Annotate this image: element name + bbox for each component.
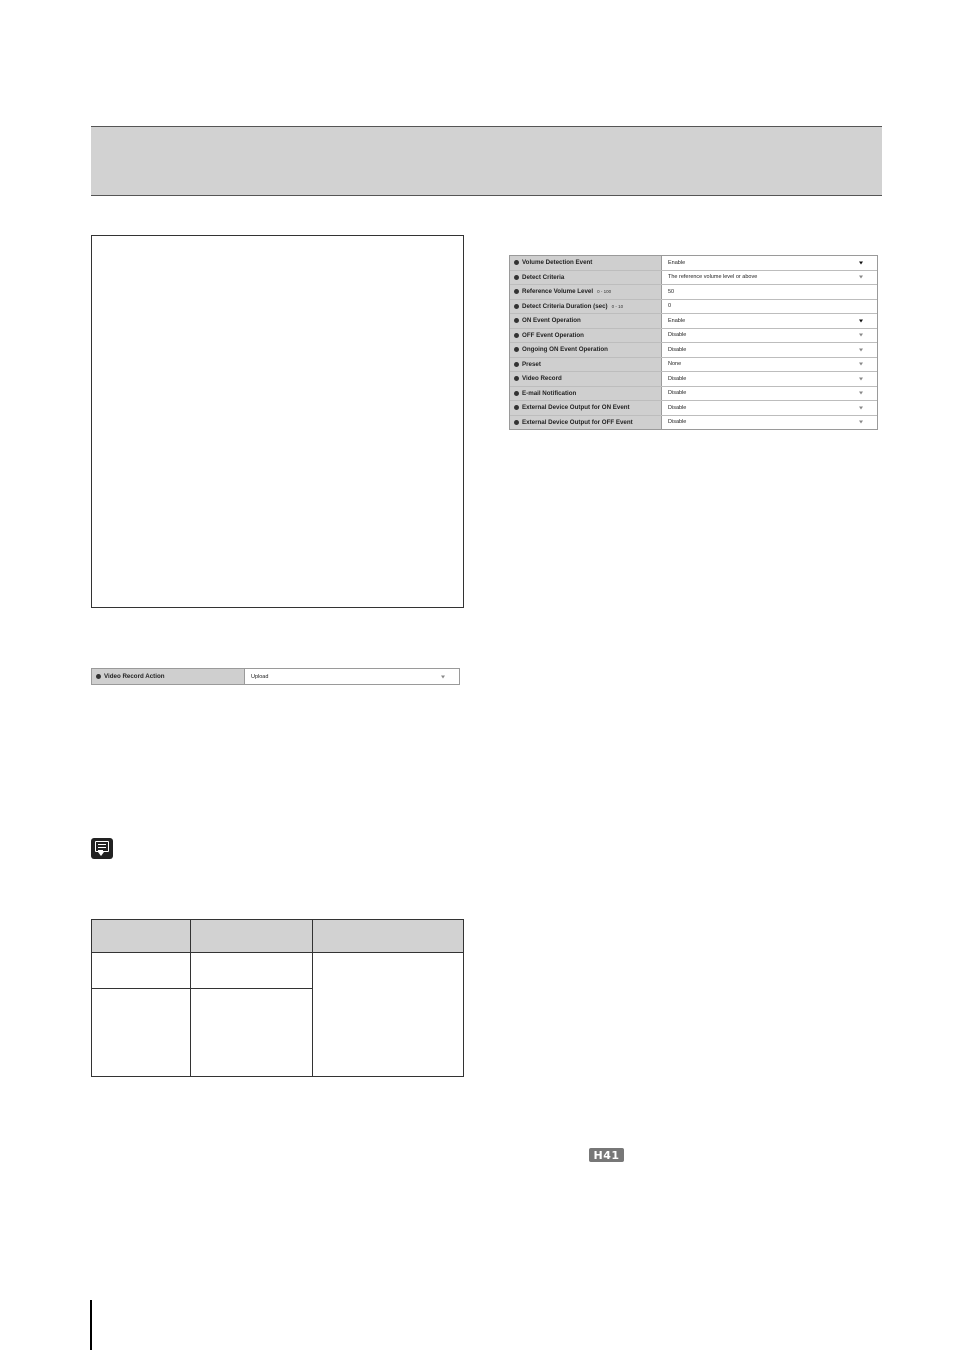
bullet-icon: [514, 405, 519, 410]
setting-label: Video Record: [510, 372, 662, 386]
chevron-down-icon: [859, 261, 863, 264]
chevron-down-icon: [859, 392, 863, 395]
setting-row: [510, 387, 877, 402]
chevron-down-icon: [441, 675, 445, 678]
setting-label: Ongoing ON Event Operation: [510, 343, 662, 357]
bullet-icon: [514, 275, 519, 280]
bullet-icon: [514, 391, 519, 396]
bullet-icon: [514, 318, 519, 323]
table-cell-merged: [313, 953, 464, 1077]
setting-label: Preset: [510, 358, 662, 372]
table-header-cell: [92, 920, 191, 953]
setting-row: [510, 300, 877, 315]
table-cell: [92, 989, 191, 1077]
setting-dropdown[interactable]: None: [662, 358, 877, 372]
chevron-down-icon: [859, 319, 863, 322]
setting-dropdown[interactable]: Disable: [662, 416, 877, 430]
setting-dropdown[interactable]: Disable: [662, 329, 877, 343]
bullet-icon: [96, 674, 101, 679]
bullet-icon: [514, 362, 519, 367]
setting-text-input[interactable]: 50: [668, 288, 675, 295]
setting-label: OFF Event Operation: [510, 329, 662, 343]
chevron-down-icon: [859, 276, 863, 279]
setting-dropdown[interactable]: Disable: [662, 372, 877, 386]
setting-row: [510, 372, 877, 387]
video-record-action-dropdown[interactable]: Upload: [245, 669, 459, 684]
setting-row: [510, 358, 877, 373]
setting-label: Reference Volume Level 0 - 100: [510, 285, 662, 299]
setting-dropdown[interactable]: Enable: [662, 256, 877, 270]
table-header-cell: [191, 920, 313, 953]
table-cell: [191, 953, 313, 989]
setting-label: ON Event Operation: [510, 314, 662, 328]
table-header-row: [92, 920, 464, 953]
section-header-band: [91, 126, 882, 196]
setting-row: [510, 271, 877, 286]
bullet-icon: [514, 333, 519, 338]
info-box: [91, 235, 464, 608]
setting-range: 0 - 100: [597, 289, 612, 295]
bullet-icon: [514, 260, 519, 265]
table-cell: [191, 989, 313, 1077]
setting-row-video-record-action: [92, 669, 459, 684]
table-cell: [92, 953, 191, 989]
bullet-icon: [514, 289, 519, 294]
bullet-icon: [514, 376, 519, 381]
setting-dropdown[interactable]: Disable: [662, 387, 877, 401]
setting-row: [510, 416, 877, 430]
bullet-icon: [514, 347, 519, 352]
chevron-down-icon: [859, 363, 863, 366]
table-row: [92, 953, 464, 989]
setting-row: [510, 256, 877, 271]
info-table: [91, 919, 464, 1077]
page-margin-line: [90, 1300, 92, 1350]
chevron-down-icon: [859, 334, 863, 337]
setting-label: Volume Detection Event: [510, 256, 662, 270]
setting-row: [510, 343, 877, 358]
setting-label: External Device Output for ON Event: [510, 401, 662, 415]
setting-label: Video Record Action: [92, 669, 245, 684]
chevron-down-icon: [859, 406, 863, 409]
setting-row: [510, 401, 877, 416]
video-record-action-panel: [91, 668, 460, 685]
chevron-down-icon: [859, 377, 863, 380]
chevron-down-icon: [859, 348, 863, 351]
setting-label: Detect Criteria: [510, 271, 662, 285]
setting-label: Detect Criteria Duration (sec) 0 - 10: [510, 300, 662, 314]
chevron-down-icon: [859, 421, 863, 424]
bullet-icon: [514, 304, 519, 309]
setting-dropdown[interactable]: The reference volume level or above: [662, 271, 877, 285]
setting-range: 0 - 10: [611, 303, 624, 309]
setting-dropdown[interactable]: Disable: [662, 401, 877, 415]
setting-dropdown[interactable]: Disable: [662, 343, 877, 357]
table-header-cell: [313, 920, 464, 953]
setting-row: [510, 329, 877, 344]
setting-row: [510, 314, 877, 329]
bullet-icon: [514, 420, 519, 425]
setting-label: External Device Output for OFF Event: [510, 416, 662, 430]
setting-label: E-mail Notification: [510, 387, 662, 401]
setting-text-input[interactable]: 0: [668, 303, 672, 310]
setting-row: [510, 285, 877, 300]
setting-dropdown[interactable]: Enable: [662, 314, 877, 328]
note-icon: [91, 838, 113, 859]
model-badge: H41: [589, 1148, 624, 1162]
volume-detection-settings-panel: [509, 255, 878, 430]
